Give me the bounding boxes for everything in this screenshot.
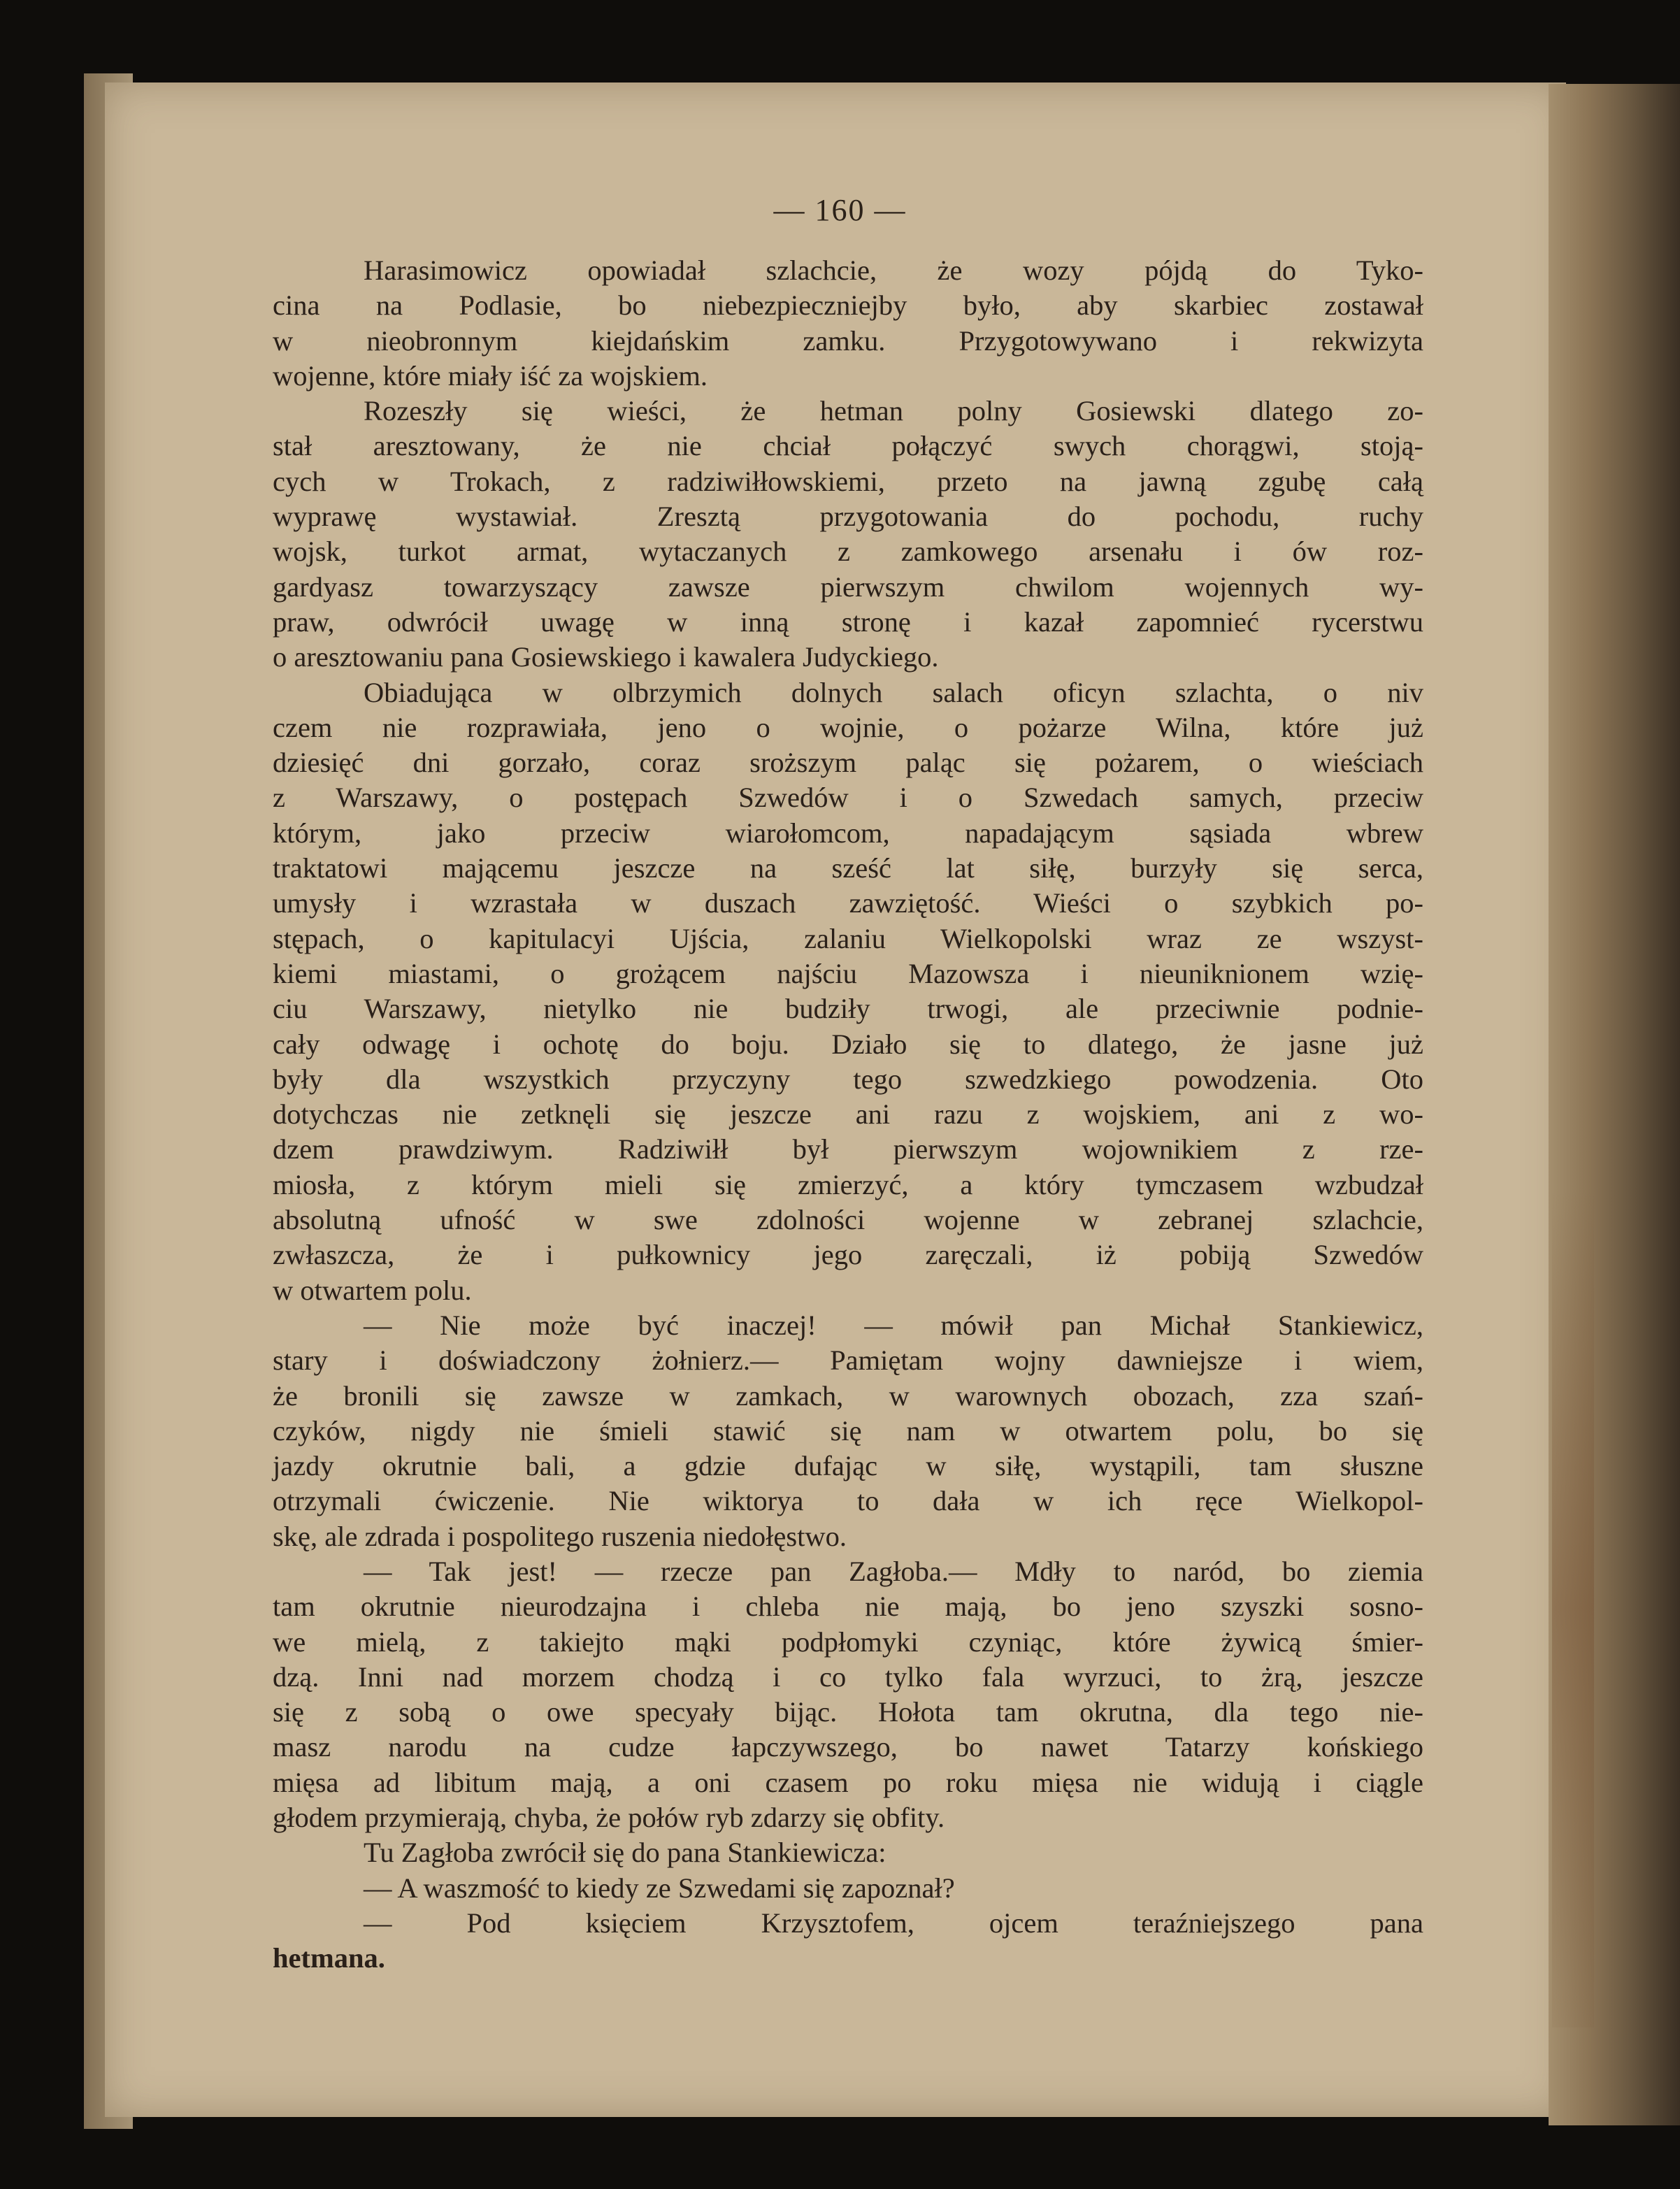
text-line: miosła, z którym mieli się zmierzyć, a który tymczasem wzbudzał — [273, 1168, 1423, 1200]
text-line: wojsk, turkot armat, wytaczanych z zamkowego arsenału i ów roz- — [273, 536, 1423, 568]
text-line: stępach, o kapitulacyi Ujścia, zalaniu Wielkopolski wraz ze wszyst- — [273, 922, 1423, 954]
text-line: cych w Trokach, z radziwiłłowskiemi, przeto na jawną zgubę całą — [273, 465, 1423, 497]
text-line: czem nie rozprawiała, jeno o wojnie, o pożarze Wilna, które już — [273, 711, 1423, 743]
text-line: masz narodu na cudze łapczywszego, bo nawet Tatarzy końskiego — [273, 1731, 1423, 1763]
text-line: stary i doświadczony żołnierz.— Pamiętam wojny dawniejsze i wiem, — [273, 1344, 1423, 1377]
text-line: — Nie może być inaczej! — mówił pan Michał Stankiewicz, — [364, 1309, 1423, 1341]
text-line: dotychczas nie zetknęli się jeszcze ani razu z wojskiem, ani z wo- — [273, 1098, 1423, 1131]
text-line: się z sobą o owe specyały bijąc. Hołota tam okrutna, dla tego nie- — [273, 1696, 1423, 1728]
page-number: — 160 — — [773, 193, 907, 227]
text-line: dzą. Inni nad morzem chodzą i co tylko fala wyrzuci, to żrą, jeszcze — [273, 1660, 1423, 1693]
text-line: Obiadująca w olbrzymich dolnych salach oficyn szlachta, o niv — [364, 676, 1423, 708]
text-line: dziesięć dni gorzało, coraz sroższym paląc się pożarem, o wieściach — [273, 747, 1423, 779]
text-line: w otwartem polu. — [273, 1274, 472, 1306]
text-line: praw, odwrócił uwagę w inną stronę i kazał zapomnieć rycerstwu — [273, 605, 1423, 638]
text-line: stał aresztowany, że nie chciał połączyć swych chorągwi, stoją- — [273, 430, 1423, 462]
text-line: mięsa ad libitum mają, a oni czasem po roku mięsa nie widują i ciągle — [273, 1766, 1423, 1798]
text-line: Harasimowicz opowiadał szlachcie, że wozy pójdą do Tyko- — [364, 254, 1423, 286]
text-line: wyprawę wystawiał. Zresztą przygotowania do pochodu, ruchy — [273, 501, 1423, 533]
text-line: — A waszmość to kiedy ze Szwedami się zapoznał? — [364, 1872, 955, 1904]
text-line: w nieobronnym kiejdańskim zamku. Przygotowywano i rekwizyta — [273, 324, 1423, 357]
text-line: absolutną ufność w swe zdolności wojenne w zebranej szlachcie, — [273, 1204, 1423, 1236]
text-line: gardyasz towarzyszący zawsze pierwszym chwilom wojennych wy- — [273, 570, 1423, 603]
text-line: zwłaszcza, że i pułkownicy jego zaręczali, iż pobiją Szwedów — [273, 1239, 1423, 1271]
text-line: ciu Warszawy, nietylko nie budziły trwogi, ale przeciwnie podnie- — [273, 993, 1423, 1025]
text-line: z Warszawy, o postępach Szwedów i o Szwedach samych, przeciw — [273, 782, 1423, 814]
text-line: którym, jako przeciw wiarołomcom, napadającym sąsiada wbrew — [273, 817, 1423, 849]
text-line: otrzymali ćwiczenie. Nie wiktorya to dała w ich ręce Wielkopol- — [273, 1485, 1423, 1517]
text-line: cina na Podlasie, bo niebezpieczniejby było, aby skarbiec zostawał — [273, 289, 1423, 322]
text-line: czyków, nigdy nie śmieli stawić się nam w otwartem polu, bo się — [273, 1414, 1423, 1447]
text-line: wojenne, które miały iść za wojskiem. — [273, 359, 708, 392]
text-line: we mielą, z takiejto mąki podpłomyki czyniąc, które żywicą śmier- — [273, 1625, 1423, 1658]
body-text — [273, 253, 1423, 1976]
text-line: kiemi miastami, o grożącem najściu Mazowsza i nieuniknionem wzię- — [273, 957, 1423, 989]
page-stain — [1552, 1189, 1594, 2027]
text-line: umysły i wzrastała w duszach zawziętość. Wieści o szybkich po- — [273, 887, 1423, 919]
text-line: — Pod księciem Krzysztofem, ojcem teraźniejszego pana — [364, 1907, 1423, 1939]
text-line: głodem przymierają, chyba, że połów ryb zdarzy się obfity. — [273, 1802, 945, 1834]
text-line: jazdy okrutnie bali, a gdzie dufając w siłę, wystąpili, tam słuszne — [273, 1450, 1423, 1482]
text-line: Rozeszły się wieści, że hetman polny Gosiewski dlatego zo- — [364, 395, 1423, 427]
text-line: o aresztowaniu pana Gosiewskiego i kawalera Judyckiego. — [273, 641, 939, 673]
text-line: Tu Zagłoba zwrócił się do pana Stankiewicza: — [364, 1837, 886, 1869]
text-line: tam okrutnie nieurodzajna i chleba nie mają, bo jeno szyszki sosno- — [273, 1591, 1423, 1623]
text-line: że bronili się zawsze w zamkach, w warownych obozach, zza szań- — [273, 1379, 1423, 1412]
text-line: — Tak jest! — rzecze pan Zagłoba.— Mdły to naród, bo ziemia — [364, 1555, 1423, 1587]
text-line: były dla wszystkich przyczyny tego szwedzkiego powodzenia. Oto — [273, 1063, 1423, 1095]
text-line: cały odwagę i ochotę do boju. Działo się to dlatego, że jasne już — [273, 1028, 1423, 1060]
text-line: hetmana. — [273, 1942, 385, 1974]
text-line: dzem prawdziwym. Radziwiłł był pierwszym wojownikiem z rze- — [273, 1133, 1423, 1165]
text-line: traktatowi mającemu jeszcze na sześć lat siłę, burzyły się serca, — [273, 852, 1423, 884]
text-line: skę, ale zdrada i pospolitego ruszenia niedołęstwo. — [273, 1520, 847, 1552]
